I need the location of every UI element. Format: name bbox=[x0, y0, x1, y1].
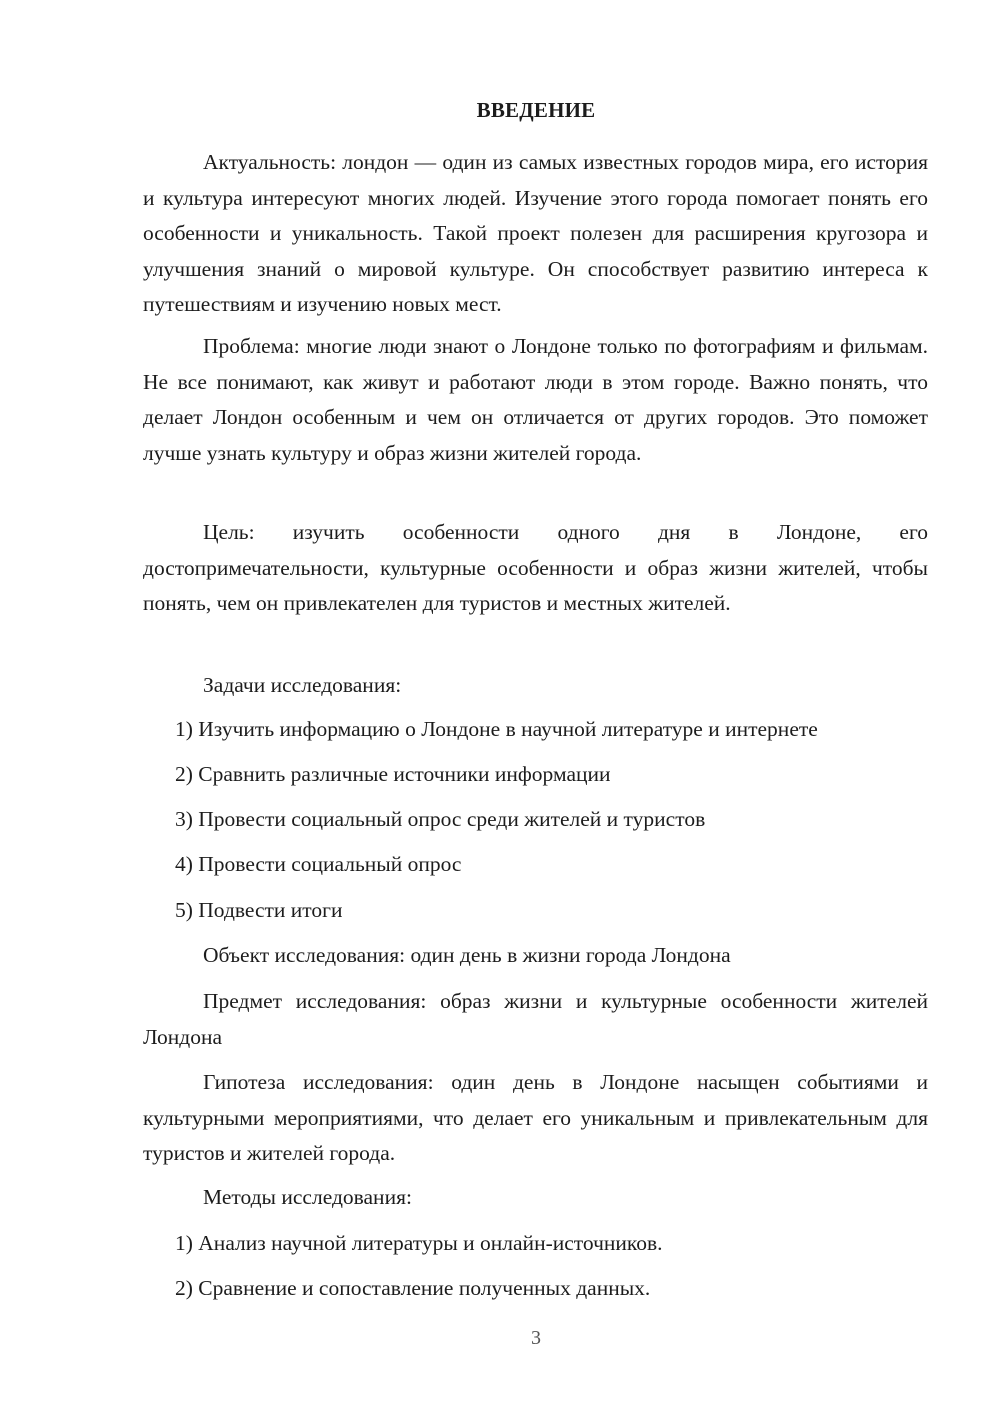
page-title: ВВЕДЕНИЕ bbox=[476, 98, 596, 122]
page-number: 3 bbox=[531, 1327, 541, 1349]
subject-paragraph: Предмет исследования: образ жизни и культурные особенности жителей Лондона bbox=[143, 989, 928, 1049]
task-item-4: 4) Провести социальный опрос bbox=[175, 852, 462, 876]
tasks-heading: Задачи исследования: bbox=[203, 673, 402, 697]
task-item-5: 5) Подвести итоги bbox=[175, 898, 343, 922]
relevance-paragraph: Актуальность: лондон — один из самых известных городов мира, его история и культура интересуют многих людей. Изучение этого города помогает понять его особенности и уникальность. Такой проект полезен для расширения кругозора и улучшения знаний о мировой культуре. Он способствует развитию интереса к путешествиям и изучению новых мест. bbox=[143, 150, 928, 316]
object-paragraph: Объект исследования: один день в жизни города Лондона bbox=[203, 943, 731, 967]
task-item-3: 3) Провести социальный опрос среди жителей и туристов bbox=[175, 807, 706, 831]
methods-heading: Методы исследования: bbox=[203, 1185, 412, 1209]
method-item-1: 1) Анализ научной литературы и онлайн-источников. bbox=[175, 1231, 663, 1255]
task-item-2: 2) Сравнить различные источники информации bbox=[175, 762, 611, 786]
method-item-2: 2) Сравнение и сопоставление полученных данных. bbox=[175, 1276, 651, 1300]
problem-paragraph: Проблема: многие люди знают о Лондоне только по фотографиям и фильмам. Не все понимают, как живут и работают люди в этом городе. Важно понять, что делает Лондон особенным и чем он отличается от других городов. Это поможет лучше узнать культуру и образ жизни жителей города. bbox=[143, 334, 928, 465]
hypothesis-paragraph: Гипотеза исследования: один день в Лондоне насыщен событиями и культурными мероприятиями, что делает его уникальным и привлекательным для туристов и жителей города. bbox=[143, 1070, 928, 1165]
task-item-1: 1) Изучить информацию о Лондоне в научной литературе и интернете bbox=[175, 717, 818, 741]
goal-paragraph: Цель: изучить особенности одного дня в Лондоне, его достопримечательности, культурные особенности и образ жизни жителей, чтобы понять, чем он привлекателен для туристов и местных жителей. bbox=[143, 520, 928, 615]
